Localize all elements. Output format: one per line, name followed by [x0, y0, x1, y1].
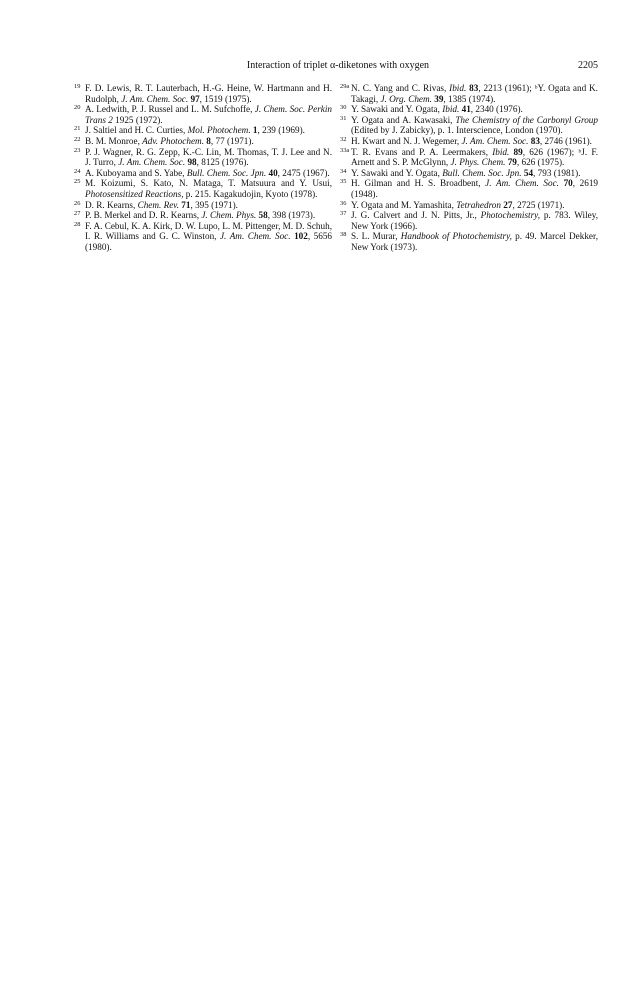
- reference-text: 41: [461, 104, 471, 115]
- reference-entry: [74, 104, 332, 125]
- reference-text: , 2619 (1948).: [351, 178, 599, 199]
- reference-text: Photochemistry,: [480, 210, 541, 221]
- reference-text: 79: [507, 157, 517, 168]
- reference-text: 83: [469, 83, 479, 93]
- reference-text: 102: [294, 231, 308, 242]
- reference-entry: [340, 115, 598, 136]
- reference-text: , 1385 (1974).: [443, 93, 496, 104]
- reference-text: Y. Ogata and A. Kawasaki,: [351, 114, 456, 125]
- reference-text: Ibid.: [492, 146, 510, 157]
- reference-entry: [74, 147, 332, 168]
- reference-text: Ibid.: [449, 83, 467, 93]
- reference-text: , 8125 (1976).: [196, 157, 249, 168]
- reference-text: 1: [252, 125, 258, 136]
- reference-text: , 793 (1981).: [533, 167, 581, 178]
- reference-text: 97: [190, 93, 200, 104]
- reference-text: , 77 (1971).: [210, 135, 254, 146]
- reference-entry: [340, 210, 598, 231]
- reference-entry: [74, 136, 332, 147]
- reference-text: , 1519 (1975).: [199, 93, 252, 104]
- reference-text: T. R. Evans and P. A. Leermakers,: [351, 146, 493, 157]
- running-title: Interaction of triplet α-diketones with oxygen: [246, 60, 430, 71]
- reference-entry: [74, 178, 332, 199]
- reference-text: H. Gilman and H. S. Broadbent,: [351, 178, 486, 189]
- reference-text: 1925 (1972).: [112, 114, 163, 125]
- reference-text: B. M. Monroe,: [85, 135, 143, 146]
- reference-number: 34: [340, 167, 347, 175]
- reference-text: p. 783. Wiley, New York (1966).: [351, 210, 598, 231]
- reference-text: 8: [206, 135, 211, 146]
- reference-text: J. Saltiel and H. C. Curties,: [85, 125, 188, 136]
- reference-number: 31: [340, 114, 347, 122]
- reference-entry: [340, 147, 598, 168]
- references-left-column: [74, 83, 332, 253]
- reference-text: J. Am. Chem. Soc.: [219, 231, 291, 242]
- reference-entry: [340, 83, 598, 104]
- reference-text: N. C. Yang and C. Rivas,: [351, 83, 450, 93]
- reference-entry: [340, 168, 598, 179]
- reference-text: 39: [434, 93, 444, 104]
- reference-entry: [340, 231, 598, 252]
- reference-text: , 626 (1975).: [516, 157, 565, 168]
- reference-text: , 2725 (1971).: [512, 199, 565, 210]
- reference-text: Y. Sawaki and Y. Ogata,: [351, 167, 443, 178]
- reference-text: , 2340 (1976).: [470, 104, 523, 115]
- reference-text: 27: [503, 199, 513, 210]
- reference-entry: [340, 136, 598, 147]
- reference-text: F. A. Cebul, K. A. Kirk, D. W. Lupo, L. M. Pittenger, M. D. Schuh, I. R. Williams and G. C. Winston,: [85, 220, 332, 242]
- reference-text: A. Ledwith, P. J. Russel and L. M. Sufchoffe,: [85, 104, 255, 115]
- reference-text: , 395 (1971).: [190, 199, 238, 210]
- reference-text: A. Kuboyama and S. Yabe,: [85, 167, 187, 178]
- reference-text: Mol. Photochem.: [187, 125, 251, 136]
- reference-text: , 5656 (1980).: [85, 231, 333, 252]
- reference-text: J. Am. Chem. Soc.: [118, 157, 186, 168]
- reference-text: Y. Ogata and M. Yamashita,: [351, 199, 457, 210]
- reference-number: 29a: [340, 83, 350, 90]
- reference-text: M. Koizumi, S. Kato, N. Mataga, T. Matsuura and Y. Usui,: [85, 178, 332, 189]
- reference-text: Photosensitized Reactions,: [85, 188, 184, 199]
- reference-number: 28: [74, 220, 81, 228]
- reference-entry: [340, 104, 598, 115]
- reference-number: 27: [74, 210, 81, 218]
- reference-text: 89: [513, 146, 523, 157]
- reference-text: The Chemistry of the Carbonyl Group: [455, 114, 598, 125]
- reference-text: J. Am. Chem. Soc.: [485, 178, 559, 189]
- reference-text: Bull. Chem. Soc. Jpn.: [186, 167, 267, 178]
- reference-text: J. Org. Chem.: [380, 93, 432, 104]
- reference-entry: [340, 200, 598, 211]
- running-header: [78, 60, 598, 74]
- reference-text: , 626 (1967); ᵇJ. F. Arnett and S. P. McGlynn,: [351, 146, 598, 168]
- reference-number: 26: [74, 199, 81, 207]
- reference-entry: [74, 83, 332, 104]
- reference-text: J. G. Calvert and J. N. Pitts, Jr.,: [351, 210, 481, 221]
- reference-text: 58: [258, 210, 268, 221]
- reference-number: 22: [74, 135, 81, 143]
- reference-text: Chem. Rev.: [137, 199, 179, 210]
- reference-text: J. Chem. Soc. Perkin Trans 2: [85, 104, 332, 125]
- reference-number: 35: [340, 178, 347, 186]
- reference-entry: [74, 168, 332, 179]
- reference-text: Ibid.: [442, 104, 460, 115]
- reference-text: Y. Sawaki and Y. Ogata,: [351, 104, 443, 115]
- reference-text: , 2213 (1961); ᵇY. Ogata and K. Takagi,: [351, 83, 598, 104]
- reference-text: J. Am. Chem. Soc.: [121, 93, 189, 104]
- reference-entry: [340, 178, 598, 199]
- reference-text: p. 49. Marcel Dekker, New York (1973).: [351, 231, 598, 252]
- reference-text: Tetrahedron: [456, 199, 501, 210]
- reference-number: 20: [74, 104, 81, 112]
- reference-text: Handbook of Photochemistry,: [400, 231, 512, 242]
- reference-text: 40: [268, 167, 278, 178]
- reference-text: , 2475 (1967).: [277, 167, 330, 178]
- reference-text: , 239 (1969).: [257, 125, 305, 136]
- reference-number: 24: [74, 167, 81, 175]
- reference-text: 71: [181, 199, 191, 210]
- reference-text: (Edited by J. Zabicky), p. 1. Interscience, London (1970).: [351, 125, 563, 136]
- reference-number: 25: [74, 178, 81, 186]
- reference-text: Bull. Chem. Soc. Jpn.: [442, 167, 522, 178]
- reference-number: 30: [340, 104, 347, 112]
- reference-text: S. L. Murar,: [351, 231, 401, 242]
- reference-number: 38: [340, 231, 347, 239]
- reference-text: P. B. Merkel and D. R. Kearns,: [85, 210, 202, 221]
- reference-number: 21: [74, 125, 81, 133]
- reference-entry: [74, 210, 332, 221]
- reference-text: 98: [187, 157, 197, 168]
- reference-entry: [74, 200, 332, 211]
- reference-text: P. J. Wagner, R. G. Zepp, K.-C. Lin, M. Thomas, T. J. Lee and N. J. Turro,: [85, 146, 332, 168]
- reference-text: 70: [563, 178, 573, 189]
- references-right-column: [340, 83, 598, 253]
- reference-number: 33a: [340, 146, 350, 154]
- reference-number: 23: [74, 146, 81, 154]
- reference-text: J. Am. Chem. Soc.: [461, 135, 529, 146]
- reference-text: p. 215. Kagakudojin, Kyoto (1978).: [183, 188, 318, 199]
- reference-text: 83: [530, 135, 540, 146]
- reference-number: 36: [340, 199, 347, 207]
- reference-text: Adv. Photochem.: [142, 135, 204, 146]
- reference-text: , 398 (1973).: [267, 210, 316, 221]
- reference-text: J. Chem. Phys.: [201, 210, 257, 221]
- reference-text: , 2746 (1961).: [539, 135, 592, 146]
- reference-number: 32: [340, 135, 347, 143]
- reference-number: 19: [74, 83, 81, 90]
- reference-text: H. Kwart and N. J. Wegemer,: [351, 135, 462, 146]
- reference-text: F. D. Lewis, R. T. Lauterbach, H.-G. Heine, W. Hartmann and H. Rudolph,: [85, 83, 332, 104]
- reference-entry: [74, 221, 332, 253]
- page-number: 2205: [578, 60, 598, 71]
- reference-text: 54: [523, 167, 534, 178]
- reference-text: J. Phys. Chem.: [450, 157, 506, 168]
- reference-entry: [74, 125, 332, 136]
- reference-number: 37: [340, 210, 347, 218]
- reference-text: D. R. Kearns,: [85, 199, 138, 210]
